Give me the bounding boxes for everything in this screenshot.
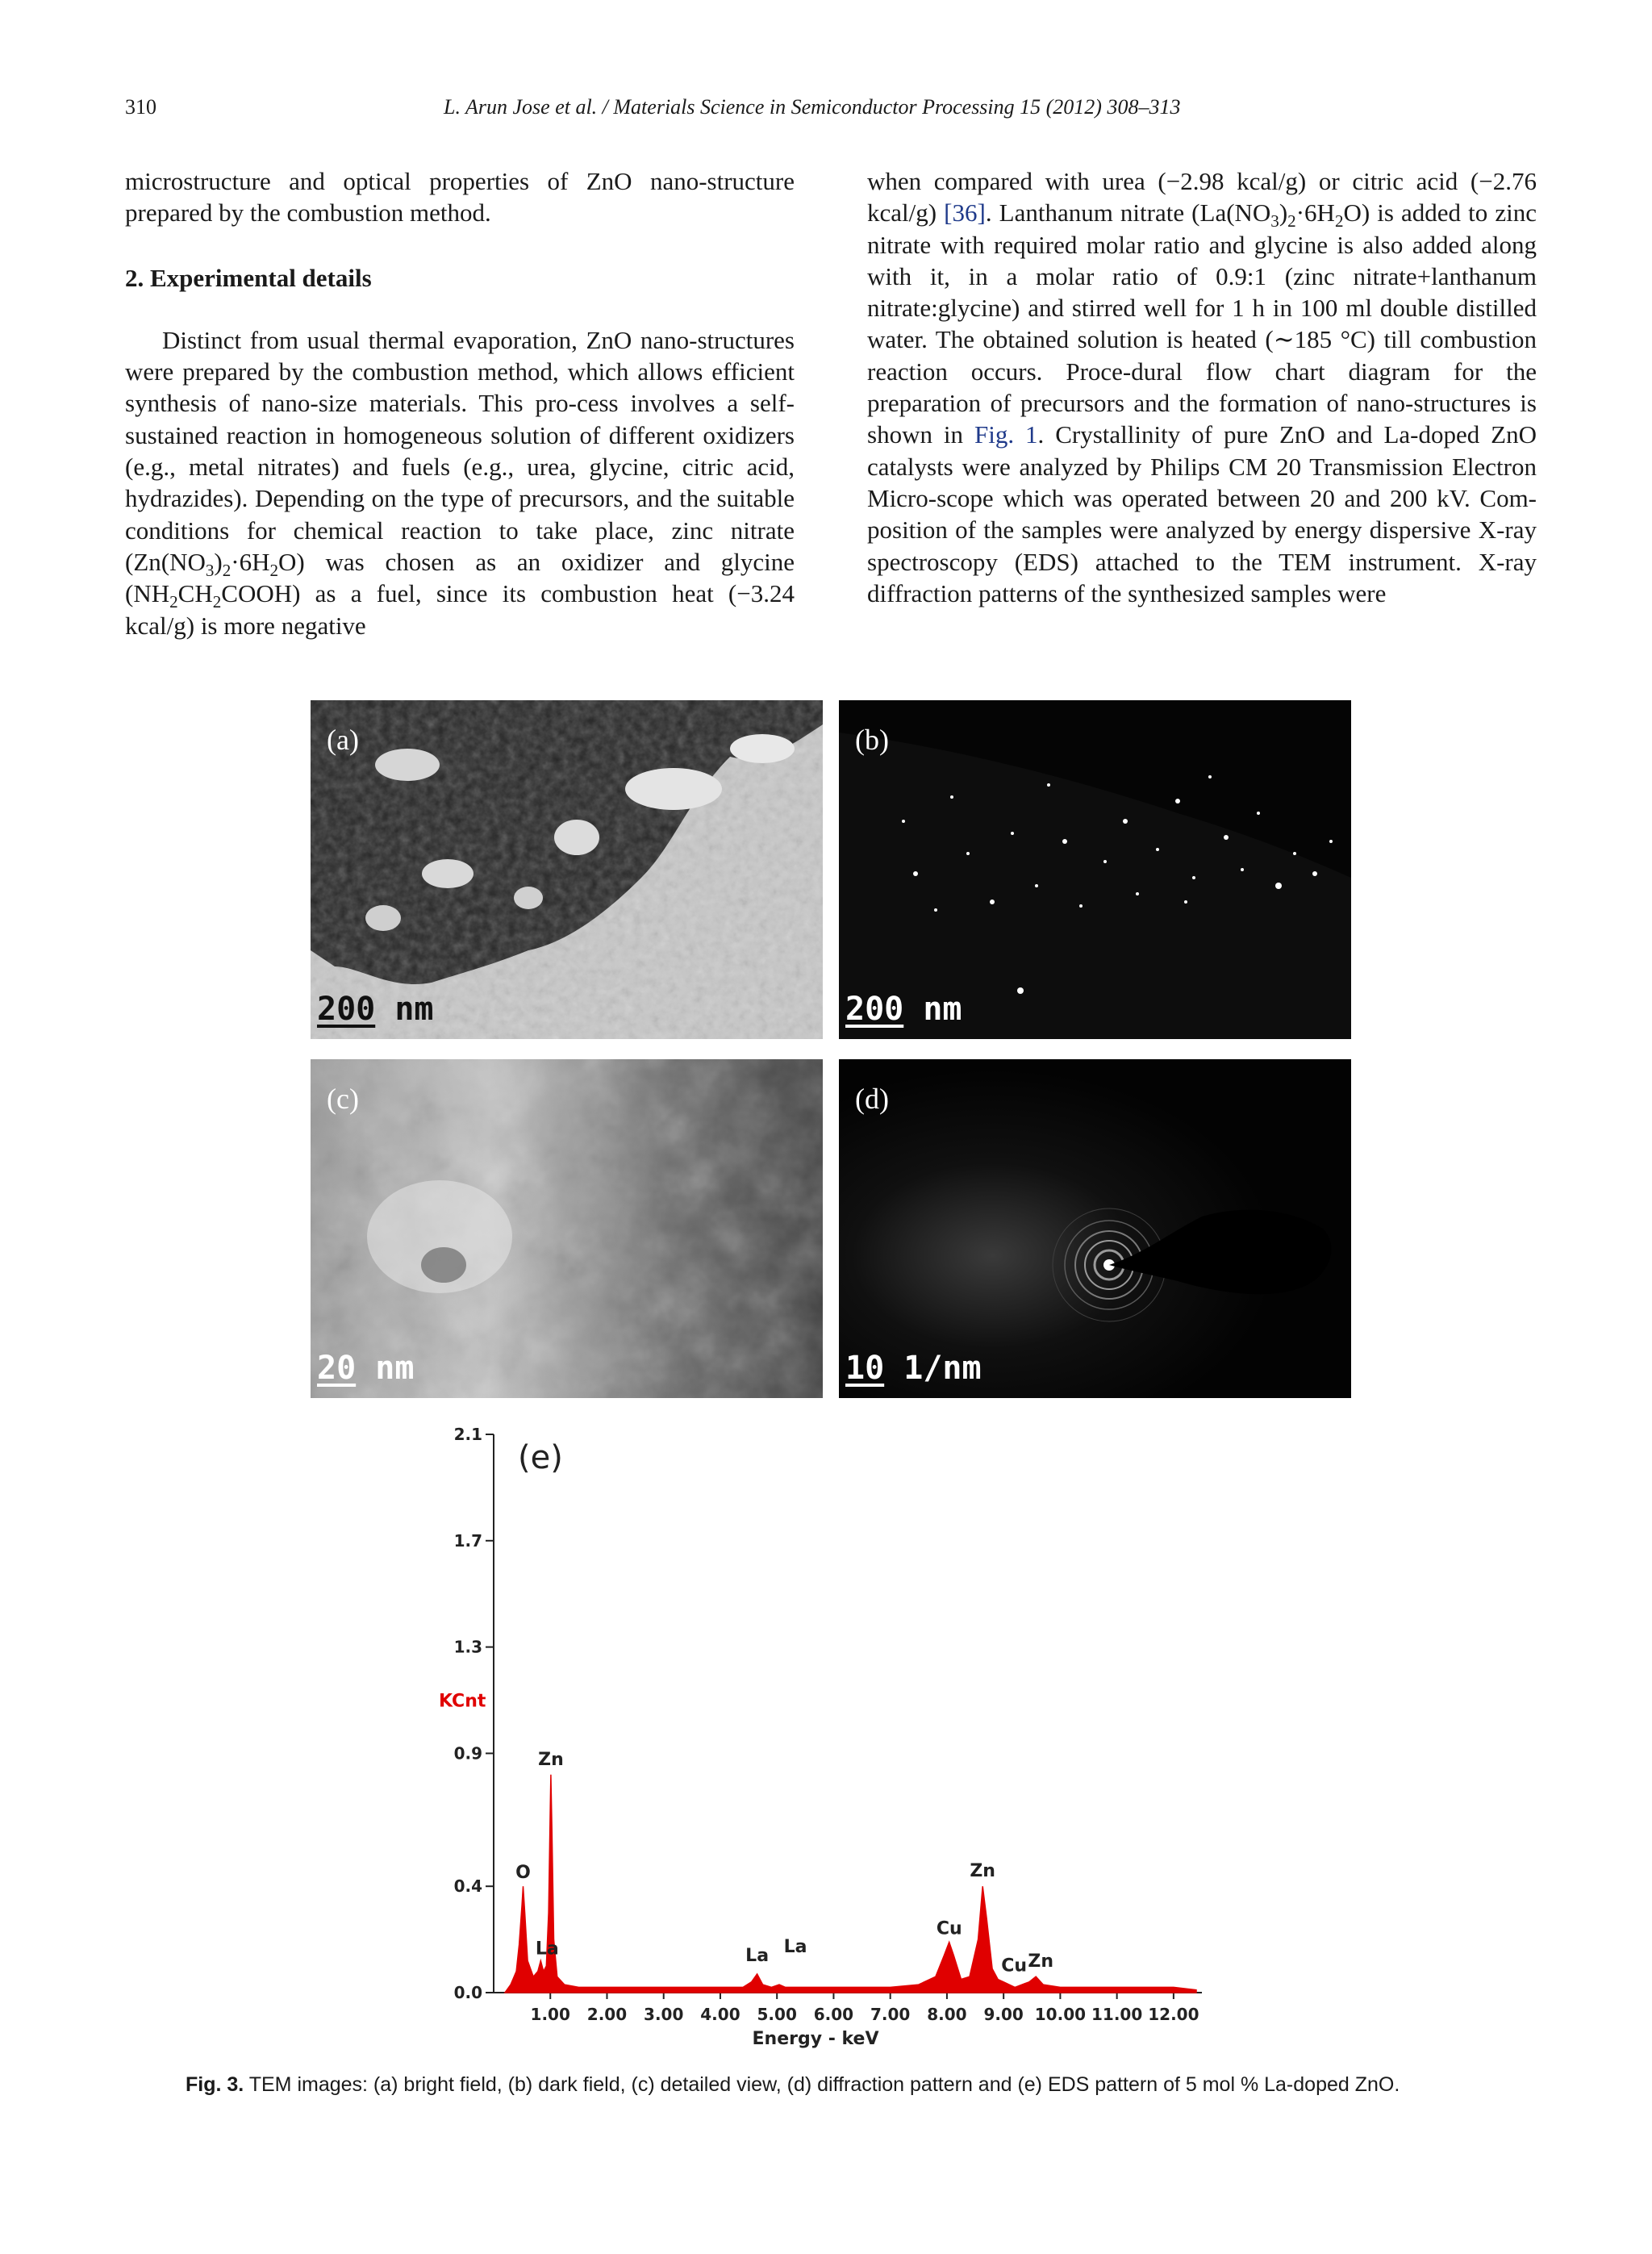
y-tick-label: 1.7 (453, 1530, 482, 1551)
bright-field-image (311, 700, 823, 1039)
dark-field-image (839, 700, 1351, 1039)
panel-label-b: (b) (855, 724, 889, 756)
figure-link-fig1[interactable]: Fig. 1 (974, 420, 1038, 449)
x-tick-label: 10.00 (1034, 2005, 1087, 2024)
x-axis-label: Energy - keV (752, 2029, 879, 2049)
eds-chart (436, 1420, 1210, 2049)
x-tick-label: 12.00 (1148, 2005, 1199, 2024)
y-tick-label: 0.9 (453, 1743, 482, 1764)
panel-label-a: (a) (327, 724, 359, 756)
peak-label: La (783, 1937, 807, 1958)
section-heading: 2. Experimental details (125, 263, 372, 292)
peak-label: O (515, 1863, 531, 1884)
x-tick-label: 9.00 (983, 2005, 1024, 2024)
figure-caption (186, 2073, 1400, 2097)
peak-label: Zn (970, 1861, 995, 1882)
x-tick-label: 8.00 (927, 2005, 967, 2024)
y-axis-label: KCnt (439, 1691, 486, 1712)
x-tick-label: 3.00 (644, 2005, 684, 2024)
tem-panel-dark-field (839, 700, 1351, 1039)
peak-label: La (535, 1939, 559, 1960)
right-column (867, 165, 1537, 609)
caption-label: Fig. 3. (186, 2073, 244, 2096)
x-tick-label: 11.00 (1091, 2005, 1143, 2024)
tem-panel-bright-field (311, 700, 823, 1039)
scale-bar-a: 200 nm (317, 991, 434, 1028)
panel-label-d: (d) (855, 1083, 889, 1115)
y-tick-label: 0.0 (453, 1983, 482, 2002)
eds-spectrum-series (505, 1775, 1196, 1993)
peak-label: Zn (1028, 1951, 1054, 1972)
eds-chart-svg (436, 1420, 1210, 2049)
x-tick-label: 6.00 (813, 2005, 854, 2024)
y-tick-label: 1.3 (453, 1637, 482, 1657)
paragraph-continued: when compared with urea (−2.98 kcal/g) or citric acid (−2.76 kcal/g) [36]. Lanthanum nitrate $(La(NO_3)_2\cdot 6H_2O)$ is added to zinc nitrate with required molar ratio and glycine is also added along with it, in a molar ratio of 0.9:1 (zinc nitrate+lanthanum nitrate:glycine) and stirred well for 1 h in 100 ml double distilled water. The obtained solution is heated (∼185 °C) till combustion reaction occurs. Proce-dural flow chart diagram for the preparation of precursors and the formation of nano-structures is shown in Fig. 1. Crystallinity of pure ZnO and La-doped ZnO catalysts were analyzed by Philips CM 20 Transmission Electron Micro-scope which was operated between 20 and 200 kV. Com-position of the samples were analyzed by energy dispersive X-ray spectroscopy (EDS) attached to the TEM instrument. X-ray diffraction patterns of the synthesized samples were (867, 167, 1537, 607)
scale-bar-c: 20 nm (317, 1350, 415, 1387)
peak-label: La (745, 1945, 770, 1966)
y-tick-label: 2.1 (453, 1425, 482, 1444)
peak-label: Cu (936, 1918, 962, 1939)
x-tick-label: 4.00 (700, 2005, 740, 2024)
page-number: 310 (125, 95, 156, 119)
chart-title: (e) (518, 1439, 563, 1476)
reference-link-36[interactable]: [36] (944, 198, 986, 227)
x-tick-label: 2.00 (586, 2005, 628, 2024)
paragraph-experimental: Distinct from usual thermal evaporation, ZnO nano-structures were prepared by the combustion method, which allows efficient synthesis of nano-size materials. This pro-cess involves a self-sustained reaction in homogeneous solution of different oxidizers (e.g., metal nitrates) and fuels (e.g., urea, glycine, citric acid, hydrazides). Depending on the type of precursors, and the suitable conditions for chemical reaction to take place, zinc nitrate $(Zn(NO_3)_2\cdot 6H_2O)$ was chosen as an oxidizer and glycine $(NH_2CH_2COOH)$ as a fuel, since its combustion heat (−3.24 kcal/g) is more negative (125, 325, 795, 640)
x-tick-label: 1.00 (530, 2005, 570, 2024)
x-tick-label: 5.00 (757, 2005, 797, 2024)
paragraph-intro-end: microstructure and optical properties of ZnO nano-structure prepared by the combustion method. (125, 167, 795, 227)
peak-label: Cu (1001, 1956, 1028, 1976)
scale-bar-d: 10 1/nm (845, 1350, 982, 1387)
caption-text: TEM images: (a) bright field, (b) dark field, (c) detailed view, (d) diffraction pattern and (e) EDS pattern of 5 mol % La-doped ZnO. (244, 2073, 1400, 2096)
tem-panel-detailed-view (311, 1059, 823, 1398)
peak-label: Zn (538, 1749, 564, 1770)
y-tick-label: 0.4 (453, 1876, 482, 1897)
left-column (125, 165, 795, 641)
scale-bar-b: 200 nm (845, 991, 962, 1028)
panel-label-c: (c) (327, 1083, 359, 1115)
tem-panel-diffraction (839, 1059, 1351, 1398)
diffraction-image (839, 1059, 1351, 1398)
x-tick-label: 7.00 (870, 2005, 911, 2024)
running-citation: L. Arun Jose et al. / Materials Science in Semiconductor Processing 15 (2012) 308–313 (444, 95, 1181, 119)
detailed-view-image (311, 1059, 823, 1398)
